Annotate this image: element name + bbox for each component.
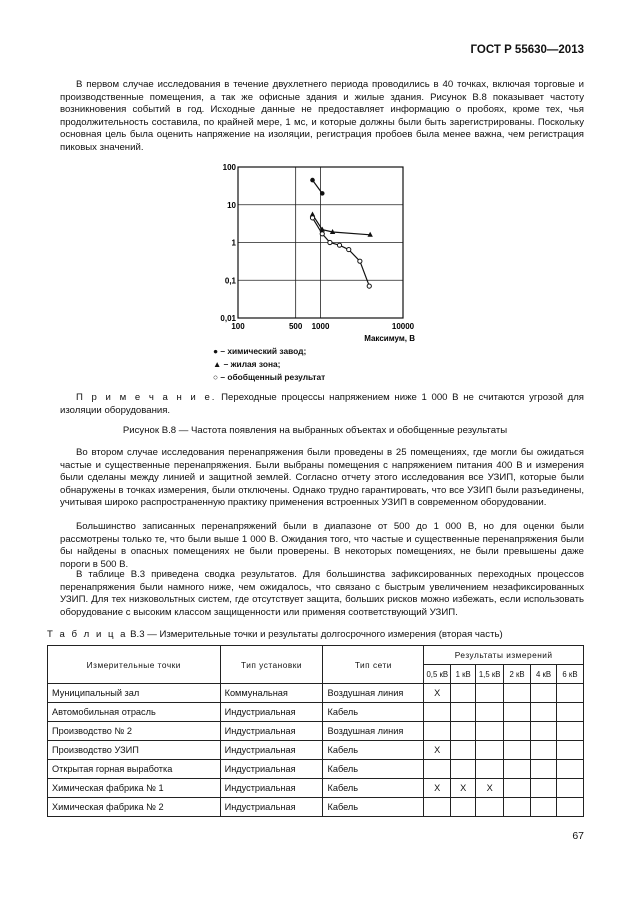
- cell-measurement: [424, 760, 451, 779]
- cell-network: Кабель: [323, 703, 424, 722]
- cell-measurement: X: [476, 779, 504, 798]
- table-row: [48, 741, 584, 760]
- header-install: Тип установки: [220, 646, 323, 684]
- cell-measurement: [476, 760, 504, 779]
- cell-measurement: [504, 760, 531, 779]
- table-row: [48, 760, 584, 779]
- table-row: [48, 798, 584, 817]
- cell-measurement: [451, 798, 476, 817]
- cell-measurement: [451, 684, 476, 703]
- data-point: [328, 240, 332, 244]
- header-level: 4 кВ: [531, 665, 557, 684]
- cell-install: Индустриальная: [220, 798, 323, 817]
- data-point: [320, 232, 324, 236]
- cell-measurement: [476, 703, 504, 722]
- y-tick-label: 10: [227, 200, 236, 210]
- cell-measurement: [556, 684, 583, 703]
- cell-measurement: [531, 741, 557, 760]
- cell-measurement: [531, 798, 557, 817]
- y-tick-label: 1: [231, 238, 236, 248]
- cell-point: Муниципальный зал: [48, 684, 221, 703]
- x-tick-label: 100: [231, 322, 245, 331]
- cell-install: Коммунальная: [220, 684, 323, 703]
- cell-measurement: [476, 741, 504, 760]
- cell-network: Кабель: [323, 779, 424, 798]
- cell-point: Химическая фабрика № 1: [48, 779, 221, 798]
- table-row: [48, 779, 584, 798]
- cell-measurement: [451, 722, 476, 741]
- cell-measurement: [556, 779, 583, 798]
- cell-measurement: [424, 722, 451, 741]
- cell-measurement: [504, 703, 531, 722]
- cell-measurement: [556, 798, 583, 817]
- cell-measurement: [476, 722, 504, 741]
- cell-measurement: [476, 684, 504, 703]
- cell-measurement: [556, 703, 583, 722]
- header-level: 0,5 кВ: [424, 665, 451, 684]
- cell-measurement: [531, 760, 557, 779]
- cell-network: Кабель: [323, 741, 424, 760]
- cell-point: Открытая горная выработка: [48, 760, 221, 779]
- cell-install: Индустриальная: [220, 779, 323, 798]
- cell-measurement: [504, 779, 531, 798]
- cell-network: Воздушная линия: [323, 722, 424, 741]
- cell-measurement: X: [451, 779, 476, 798]
- cell-measurement: [451, 703, 476, 722]
- cell-install: Индустриальная: [220, 722, 323, 741]
- cell-measurement: X: [424, 684, 451, 703]
- cell-measurement: [451, 760, 476, 779]
- x-tick-label: 10000: [391, 322, 415, 331]
- table-caption-text: В.3 — Измерительные точки и результаты долгосрочного измерения (вторая часть): [130, 629, 503, 640]
- header-results: Результаты измерений: [424, 646, 584, 665]
- header-level: 6 кВ: [556, 665, 583, 684]
- cell-network: Кабель: [323, 760, 424, 779]
- cell-measurement: X: [424, 779, 451, 798]
- paragraph-4: В таблице В.3 приведена сводка результатов. Для большинства зафиксированных переходных процессов перенапряжения были намного ниже, чем ожидалось, что связано с быстрым увеличением незафиксированных УЗИП. Для тех низковольтных систем, где отсутствует защита, больших рисков можно избежать, если использовать оборудование с высоким классом защищенности или применяя соответствующий УЗИП.: [60, 569, 584, 618]
- cell-measurement: [451, 741, 476, 760]
- cell-install: Индустриальная: [220, 741, 323, 760]
- cell-install: Индустриальная: [220, 703, 323, 722]
- legend-item-residential: ▲ – жилая зона;: [213, 359, 281, 369]
- cell-point: Химическая фабрика № 2: [48, 798, 221, 817]
- cell-point: Производство УЗИП: [48, 741, 221, 760]
- header-network: Тип сети: [323, 646, 424, 684]
- note-text: Переходные процессы напряжением ниже 1 000 В не считаются угрозой для изоляции оборудования.: [60, 392, 584, 416]
- header-point: Измерительные точки: [48, 646, 221, 684]
- x-tick-label: 1000: [311, 322, 330, 331]
- note-label: П р и м е ч а н и е.: [76, 392, 217, 403]
- cell-measurement: [504, 798, 531, 817]
- cell-network: Воздушная линия: [323, 684, 424, 703]
- y-tick-label: 0,1: [224, 276, 236, 286]
- results-table: [47, 645, 584, 817]
- cell-point: Производство № 2: [48, 722, 221, 741]
- header-level: 1 кВ: [451, 665, 476, 684]
- chart-legend: [213, 345, 325, 384]
- table-caption: [47, 629, 503, 640]
- y-tick-label: 100: [222, 163, 236, 172]
- legend-item-overall: ○ – обобщенный результат: [213, 372, 326, 382]
- data-point: [358, 259, 362, 263]
- header-level: 2 кВ: [504, 665, 531, 684]
- paragraph-2: Во втором случае исследования перенапряжения были проведены в 25 помещениях, где могли бы ожидаться частые и существенные перенапряжения. Были выбраны помещения с напряжением питания 400 В и измерения были сделаны между линией и защитной землей. Согласно отчету этого исследования все УЗИП, которые были обнаружены в точках измерения, были отключены. Однако трудно гарантировать, что все УЗИП были разъединены, учитывая широко распространенную практику применения встроенных УЗИП в современном оборудовании.: [60, 447, 584, 509]
- cell-measurement: [556, 722, 583, 741]
- cell-measurement: [531, 684, 557, 703]
- data-point: [310, 216, 314, 220]
- paragraph-3: Большинство записанных перенапряжений были в диапазоне от 500 до 1 000 В, но для оценки были рассмотрены только те, что были выше 1 000 В. Ожидания того, что частые и существенные перенапряжения были бы найдены в опасных помещениях не были проверены. В некоторых помещениях, не были превышены даже пороги в 500 В.: [60, 521, 584, 570]
- data-point: [367, 284, 371, 288]
- cell-measurement: [556, 760, 583, 779]
- cell-measurement: [504, 741, 531, 760]
- cell-measurement: [531, 722, 557, 741]
- table-caption-label: Т а б л и ц а: [47, 629, 128, 640]
- y-tick-label: 0,01: [220, 314, 236, 323]
- table-row: [48, 722, 584, 741]
- table-row: [48, 703, 584, 722]
- x-axis-label: Максимум, В: [364, 334, 415, 343]
- standard-header: ГОСТ Р 55630—2013: [470, 44, 584, 56]
- header-level: 1,5 кВ: [476, 665, 504, 684]
- paragraph-1: В первом случае исследования в течение двухлетнего периода проводились в 40 точках, включая торговые и производственные помещения, а так же офисные здания и жилые здания. Рисунок В.8 показывает частоту возникновения событий в год. Исходные данные не предоставляет информацию о пробоях, кроме тех, чья продолжительность составила, по крайней мере, 1 мс, и которые должны были быть зарегистрированы. Поскольку основная цель была оценить напряжение на изоляции, регистрация пробоев была менее важна, чем регистрация пиковых значений.: [60, 79, 584, 153]
- cell-network: Кабель: [323, 798, 424, 817]
- data-point: [347, 247, 351, 251]
- legend-item-chemical-plant: ● – химический завод;: [213, 346, 307, 356]
- data-point: [337, 243, 341, 247]
- cell-measurement: [556, 741, 583, 760]
- page-number: 67: [572, 830, 584, 842]
- data-point: [320, 191, 325, 196]
- cell-measurement: X: [424, 741, 451, 760]
- cell-measurement: [424, 703, 451, 722]
- cell-measurement: [504, 684, 531, 703]
- cell-install: Индустриальная: [220, 760, 323, 779]
- cell-measurement: [476, 798, 504, 817]
- cell-measurement: [531, 779, 557, 798]
- x-tick-label: 500: [288, 322, 303, 331]
- cell-measurement: [424, 798, 451, 817]
- cell-measurement: [504, 722, 531, 741]
- data-point: [310, 178, 315, 183]
- note: [60, 392, 584, 417]
- cell-measurement: [531, 703, 557, 722]
- cell-point: Автомобильная отрасль: [48, 703, 221, 722]
- table-row: [48, 684, 584, 703]
- figure-caption: Рисунок В.8 — Частота появления на выбранных объектах и обобщенные результаты: [122, 425, 508, 436]
